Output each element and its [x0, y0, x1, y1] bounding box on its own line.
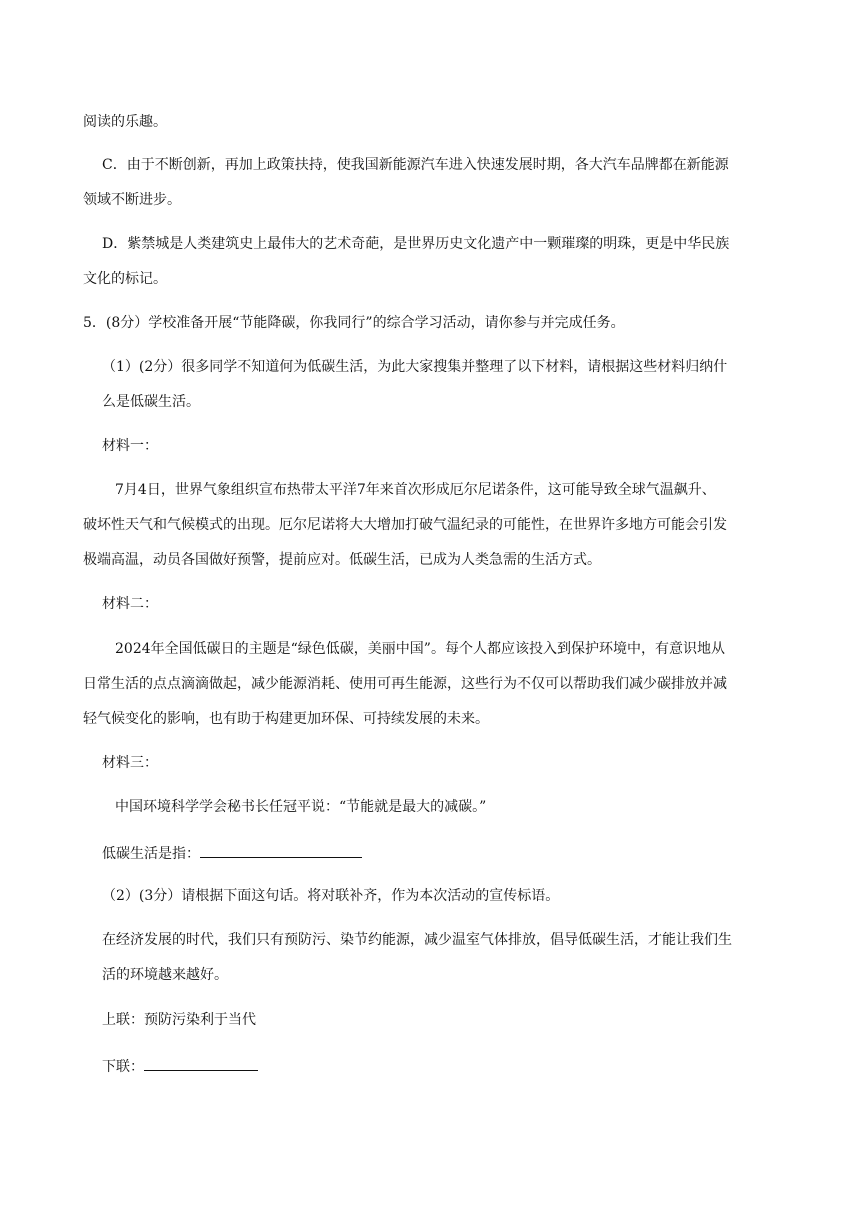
subquestion-2-line: （2）(3分）请根据下面这句话。将对联补齐，作为本次活动的宣传标语。 [102, 888, 560, 904]
material-2-text: 轻气候变化的影响，也有助于构建更加环保、可持续发展的未来。 [83, 711, 489, 727]
answer-label: 低碳生活是指： [102, 846, 200, 862]
answer-line-low-carbon [102, 842, 362, 862]
couplet-lower-label: 下联： [102, 1059, 144, 1075]
couplet-upper: 上联：预防污染利于当代 [102, 1012, 256, 1028]
material-1-text: 破坏性天气和气候模式的出现。厄尔尼诺将大大增加打破气温纪录的可能性，在世界许多地方可能会引发 [83, 517, 727, 533]
material-2-text: 2024年全国低碳日的主题是“绿色低碳，美丽中国”。每个人都应该投入到保护环境中，有意识地从 [115, 641, 725, 657]
subquestion-1-continuation: 么是低碳生活。 [102, 394, 200, 410]
material-3-text: 中国环境科学学会秘书长任冠平说：“节能就是最大的减碳。” [115, 799, 487, 815]
material-1-text: 极端高温，动员各国做好预警，提前应对。低碳生活，已成为人类急需的生活方式。 [83, 552, 601, 568]
option-d-continuation: 文化的标记。 [83, 271, 167, 287]
subquestion-1-line: （1）(2分）很多同学不知道何为低碳生活，为此大家搜集并整理了以下材料，请根据这些材料归纳什 [102, 359, 728, 375]
couplet-lower-blank[interactable] [144, 1055, 258, 1071]
couplet-prompt-text: 在经济发展的时代，我们只有预防污、染节约能源，减少温室气体排放，倡导低碳生活，才能让我们生 [102, 932, 732, 948]
material-1-text: 7月4日，世界气象组织宣布热带太平洋7年来首次形成厄尔尼诺条件，这可能导致全球气温飙升、 [115, 482, 716, 498]
option-d-line: D．紫禁城是人类建筑史上最伟大的艺术奇葩，是世界历史文化遗产中一颗璀璨的明珠，更是中华民族 [102, 236, 730, 252]
option-c-continuation: 领域不断进步。 [83, 192, 181, 208]
material-2-label: 材料二： [102, 596, 158, 612]
couplet-lower [102, 1055, 258, 1075]
option-c-line: C．由于不断创新，再加上政策扶持，使我国新能源汽车进入快速发展时期，各大汽车品牌都在新能源 [102, 157, 729, 173]
material-3-label: 材料三： [102, 755, 158, 771]
answer-blank[interactable] [200, 842, 362, 858]
couplet-prompt-continuation: 活的环境越来越好。 [102, 967, 228, 983]
material-1-label: 材料一： [102, 438, 158, 454]
material-2-text: 日常生活的点点滴滴做起，减少能源消耗、使用可再生能源，这些行为不仅可以帮助我们减少碳排放并减 [83, 676, 727, 692]
question-5-heading: 5．(8分）学校准备开展“节能降碳，你我同行”的综合学习活动，请你参与并完成任务。 [83, 315, 625, 331]
text-line: 阅读的乐趣。 [83, 114, 167, 130]
